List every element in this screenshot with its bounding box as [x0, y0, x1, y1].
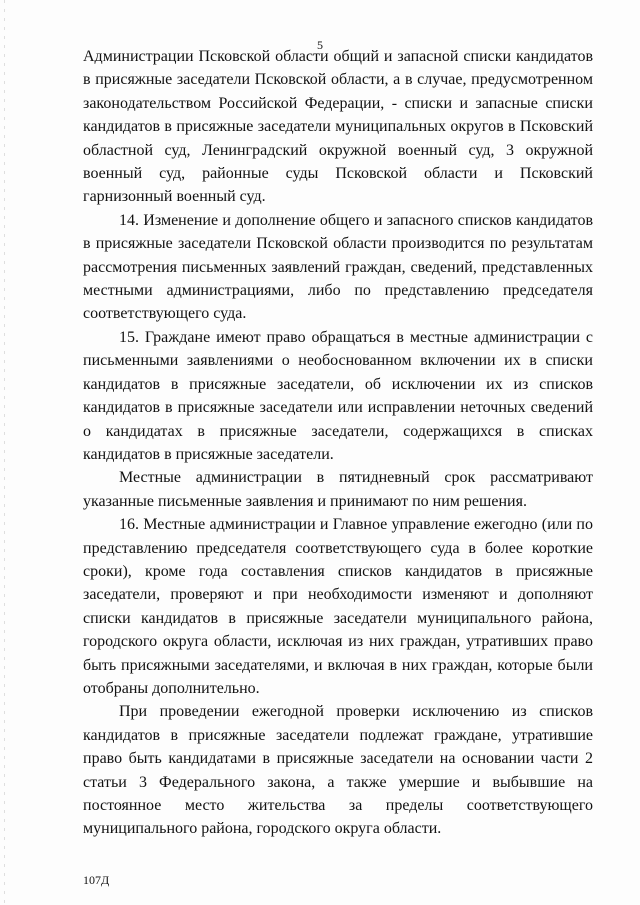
- paragraph-item-16: 16. Местные администрации и Главное управление ежегодно (или по представлению председателя соответствующего суда в более короткие сроки), кроме года составления списков кандидатов в присяжные заседатели, проверяют и при необходимости изменяют и дополняют списки кандидатов в присяжные заседатели муниципального района, городского округа области, исключая из них граждан, утративших право быть присяжными заседателями, и включая в них граждан, которые были отобраны дополнительно.: [83, 516, 593, 697]
- paragraph-item-14: 14. Изменение и дополнение общего и запасного списков кандидатов в присяжные заседатели Псковской области производится по результатам рассмотрения письменных заявлений граждан, сведений, представленных местными администрациями, либо по представлению председателя соответствующего суда.: [83, 211, 593, 323]
- scan-edge-mark: [4, 0, 5, 905]
- paragraph-continuation: Администрации Псковской области общий и запасной списки кандидатов в присяжные заседатели Псковской области, а в случае, предусмотренном законодательством Российской Федерации, - списки и запасные списки кандидатов в присяжные заседатели муниципальных округов в Псковский областной суд, Ленинградский окружной военный суд, 3 окружной военный суд, районные суды Псковской области и Псковский гарнизонный военный суд.: [83, 48, 593, 206]
- page-number: 5: [317, 38, 323, 52]
- paragraph-annual-check: При проведении ежегодной проверки исключению из списков кандидатов в присяжные заседатели подлежат граждане, утратившие право быть кандидатами в присяжные заседатели на основании части 2 статьи 3 Федерального закона, а также умершие и выбывшие на постоянное место жительства за пределы соответствующего муниципального района, городского округа области.: [83, 703, 593, 838]
- document-body: [83, 45, 593, 841]
- paragraph-local-admin-review: Местные администрации в пятидневный срок рассматривают указанные письменные заявления и принимают по ним решения.: [83, 469, 593, 510]
- paragraph-item-15: 15. Граждане имеют право обращаться в местные администрации с письменными заявлениями о необоснованном включении их в списки кандидатов в присяжные заседатели, об исключении их из списков кандидатов в присяжные заседатели или исправлении неточных сведений о кандидатах в присяжные заседатели, содержащихся в списках кандидатов в присяжные заседатели.: [83, 328, 593, 463]
- footer-document-code: 107Д: [83, 873, 110, 887]
